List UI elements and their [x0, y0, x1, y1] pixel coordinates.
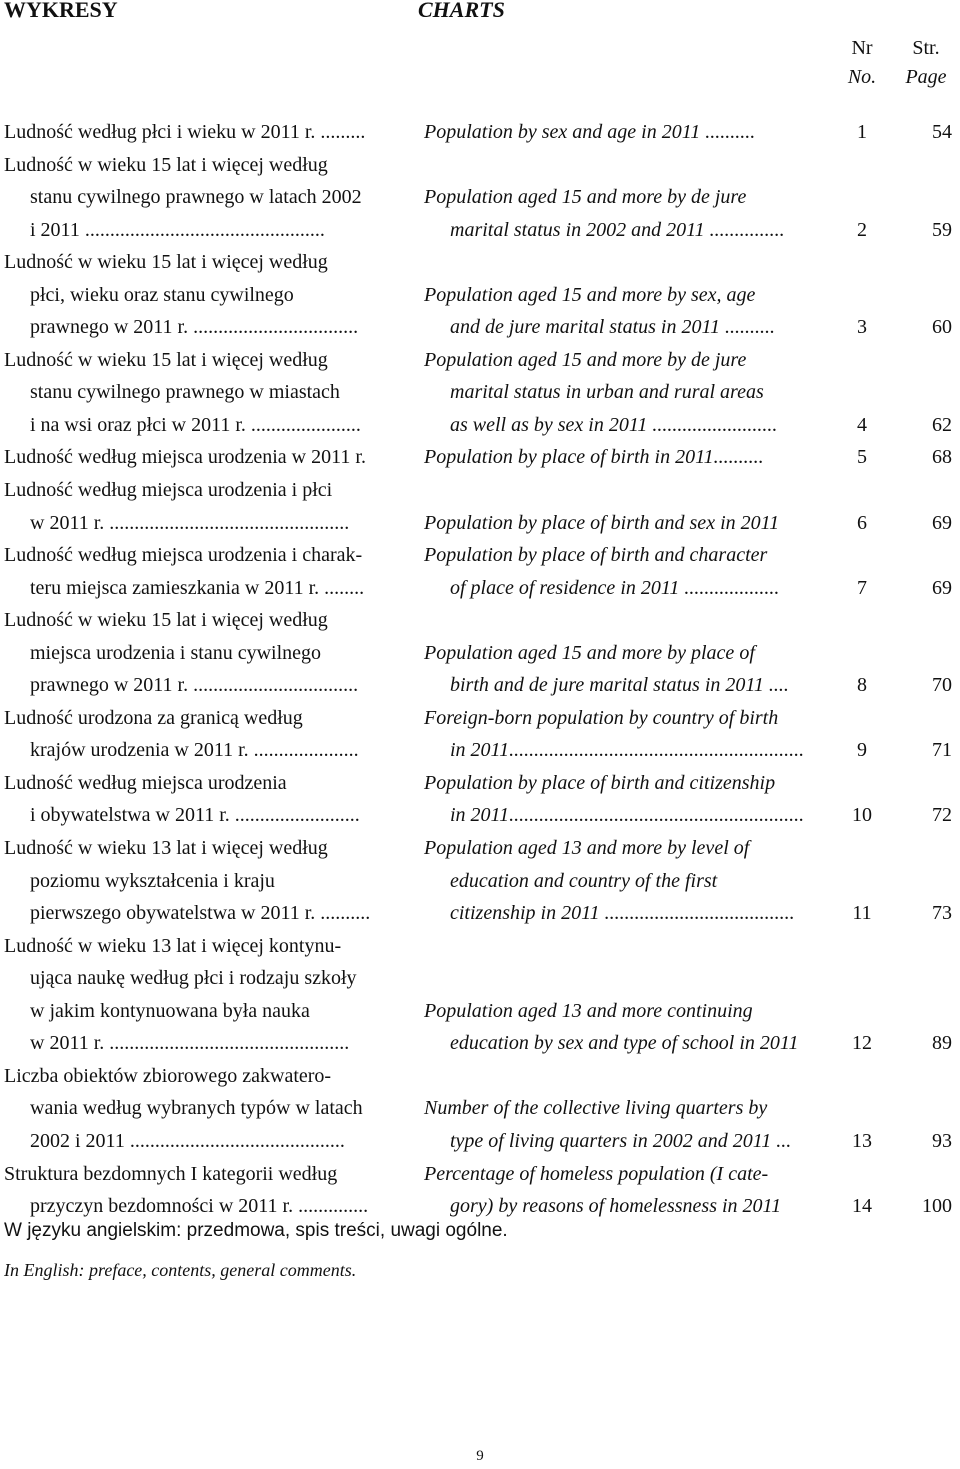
entry-title-pl: 2002 i 2011 ...........................................	[30, 1129, 345, 1152]
chart-entry[interactable]	[0, 930, 960, 1060]
entry-title-pl: teru miejsca zamieszkania w 2011 r. ........	[30, 576, 365, 599]
entry-title-en: education by sex and type of school in 2011	[450, 1032, 799, 1055]
entry-title-en: citizenship in 2011 ......................................	[450, 902, 795, 925]
entry-title-en: in 2011...........................................................	[450, 739, 805, 762]
entry-number: 3	[857, 316, 867, 339]
entry-title-pl: Ludność w wieku 15 lat i więcej według	[4, 251, 328, 274]
entry-title-en: marital status in urban and rural areas	[450, 381, 764, 404]
entry-title-en: Population aged 13 and more continuing	[424, 999, 753, 1022]
entry-title-en: Population aged 15 and more by place of	[424, 641, 755, 664]
entry-title-pl: płci, wieku oraz stanu cywilnego	[30, 283, 294, 306]
entry-title-en: Percentage of homeless population (I cate-	[424, 1162, 769, 1185]
entry-title-pl: i 2011 ................................................	[30, 218, 325, 241]
entry-page[interactable]: 59	[932, 218, 952, 241]
entry-title-en: Population by sex and age in 2011 ..........	[424, 121, 756, 143]
entry-number: 1	[857, 121, 867, 143]
entry-title-pl: Ludność według miejsca urodzenia i charak-	[4, 544, 363, 567]
entry-line	[0, 474, 960, 507]
charts-list	[0, 116, 960, 1223]
entry-title-pl: ująca naukę według płci i rodzaju szkoły	[30, 967, 357, 990]
entry-line	[0, 409, 960, 442]
entry-line	[0, 344, 960, 377]
entry-number: 5	[857, 446, 867, 469]
entry-page[interactable]: 69	[932, 511, 952, 534]
entry-title-pl: Ludność według płci i wieku w 2011 r. .........	[4, 121, 366, 143]
entry-line	[0, 116, 960, 149]
entry-title-en: Population by place of birth in 2011..........	[424, 446, 764, 469]
entry-line	[0, 1060, 960, 1093]
entry-line	[0, 149, 960, 182]
entry-line	[0, 539, 960, 572]
entry-line	[0, 669, 960, 702]
entry-line	[0, 1190, 960, 1223]
entry-title-pl: i na wsi oraz płci w 2011 r. ......................	[30, 413, 361, 436]
entry-line	[0, 767, 960, 800]
entry-number: 6	[857, 511, 867, 534]
page-number: 9	[476, 1448, 484, 1464]
entry-title-en: Population by place of birth and citizenship	[424, 771, 776, 794]
entry-title-en: Population aged 15 and more by de jure	[424, 186, 747, 209]
entry-number: 11	[852, 902, 872, 925]
entry-number: 8	[857, 674, 867, 697]
section-title-en: CHARTS	[418, 0, 505, 22]
entry-title-pl: prawnego w 2011 r. .................................	[30, 316, 359, 339]
entry-line	[0, 507, 960, 540]
entry-title-pl: w 2011 r. ................................................	[30, 511, 350, 534]
entry-line	[0, 441, 960, 474]
entry-number: 10	[852, 804, 872, 827]
entry-title-pl: Ludność według miejsca urodzenia w 2011 r.	[4, 446, 366, 469]
entry-title-en: of place of residence in 2011 ...................	[450, 576, 780, 599]
footer-note-en: In English: preface, contents, general comments.	[4, 1260, 357, 1280]
entry-number: 9	[857, 739, 867, 762]
entry-page[interactable]: 100	[922, 1195, 952, 1218]
entry-line	[0, 1158, 960, 1191]
chart-entry[interactable]	[0, 1060, 960, 1158]
entry-title-en: gory) by reasons of homelessness in 2011	[450, 1195, 782, 1218]
entry-number: 2	[857, 218, 867, 241]
entry-line	[0, 311, 960, 344]
entry-number: 12	[852, 1032, 872, 1055]
entry-title-pl: Ludność według miejsca urodzenia	[4, 771, 287, 794]
entry-line	[0, 962, 960, 995]
column-header-nr: Nr	[851, 37, 873, 59]
entry-line	[0, 1125, 960, 1158]
column-header-page: Page	[905, 66, 947, 88]
chart-entry[interactable]	[0, 767, 960, 832]
chart-entry[interactable]	[0, 149, 960, 247]
entry-line	[0, 702, 960, 735]
entry-title-pl: Ludność w wieku 15 lat i więcej według	[4, 609, 328, 632]
entry-line	[0, 246, 960, 279]
entry-title-pl: i obywatelstwa w 2011 r. .........................	[30, 804, 360, 827]
entry-title-en: type of living quarters in 2002 and 2011 ...	[450, 1129, 792, 1152]
entry-line	[0, 279, 960, 312]
entry-title-pl: przyczyn bezdomności w 2011 r. ..............	[30, 1195, 369, 1218]
column-header-str: Str.	[912, 37, 940, 59]
entry-page[interactable]: 60	[932, 316, 952, 339]
entry-title-en: as well as by sex in 2011 .........................	[450, 413, 778, 436]
entry-line	[0, 799, 960, 832]
entry-title-pl: Ludność urodzona za granicą według	[4, 706, 303, 729]
entry-number: 13	[852, 1129, 872, 1152]
entry-line	[0, 865, 960, 898]
footer-note-pl: W języku angielskim: przedmowa, spis treści, uwagi ogólne.	[4, 1220, 508, 1241]
entry-line	[0, 637, 960, 670]
entry-title-pl: krajów urodzenia w 2011 r. .....................	[30, 739, 359, 762]
entry-title-pl: w 2011 r. ................................................	[30, 1032, 350, 1055]
entry-page[interactable]: 93	[932, 1129, 952, 1152]
entry-line	[0, 604, 960, 637]
entry-title-pl: Struktura bezdomnych I kategorii według	[4, 1162, 338, 1185]
chart-entry[interactable]	[0, 116, 960, 149]
entry-page[interactable]: 54	[932, 121, 952, 143]
entry-title-en: and de jure marital status in 2011 ..........	[450, 316, 775, 339]
entry-page[interactable]: 73	[932, 902, 952, 925]
entry-page[interactable]: 89	[932, 1032, 952, 1055]
chart-entry[interactable]	[0, 604, 960, 702]
entry-title-en: Foreign-born population by country of birth	[424, 706, 779, 729]
entry-line	[0, 572, 960, 605]
entry-title-pl: Liczba obiektów zbiorowego zakwatero-	[4, 1064, 332, 1087]
chart-entry[interactable]	[0, 246, 960, 344]
entry-page[interactable]: 71	[932, 739, 952, 762]
entry-title-pl: poziomu wykształcenia i kraju	[30, 869, 275, 892]
entry-line	[0, 181, 960, 214]
entry-title-pl: prawnego w 2011 r. .................................	[30, 674, 359, 697]
entry-title-pl: stanu cywilnego prawnego w miastach	[30, 381, 340, 404]
section-title-pl: WYKRESY	[4, 0, 118, 22]
entry-title-pl: wania według wybranych typów w latach	[30, 1097, 363, 1120]
entry-page[interactable]: 62	[932, 413, 952, 436]
entry-title-pl: Ludność w wieku 15 lat i więcej według	[4, 348, 328, 371]
entry-title-en: Population aged 13 and more by level of	[424, 837, 750, 860]
entry-line	[0, 930, 960, 963]
entry-number: 7	[857, 576, 867, 599]
entry-title-pl: miejsca urodzenia i stanu cywilnego	[30, 641, 322, 664]
entry-title-en: marital status in 2002 and 2011 ...............	[450, 218, 785, 241]
chart-entry[interactable]	[0, 344, 960, 442]
entry-title-pl: Ludność w wieku 15 lat i więcej według	[4, 153, 328, 176]
entry-line	[0, 1027, 960, 1060]
entry-title-en: in 2011...........................................................	[450, 804, 805, 827]
entry-line	[0, 832, 960, 865]
chart-entry[interactable]	[0, 539, 960, 604]
entry-page[interactable]: 72	[932, 804, 952, 827]
chart-entry[interactable]	[0, 1158, 960, 1223]
entry-number: 4	[857, 413, 867, 436]
entry-title-pl: w jakim kontynuowana była nauka	[30, 999, 310, 1022]
entry-title-en: Population aged 15 and more by de jure	[424, 348, 747, 371]
entry-title-en: Population by place of birth and sex in 2011	[424, 511, 780, 534]
entry-line	[0, 734, 960, 767]
entry-line	[0, 1092, 960, 1125]
entry-title-en: Population by place of birth and character	[424, 544, 768, 567]
entry-title-pl: Ludność według miejsca urodzenia i płci	[4, 479, 333, 502]
entry-title-pl: Ludność w wieku 13 lat i więcej kontynu-	[4, 934, 342, 957]
entry-title-en: birth and de jure marital status in 2011 ....	[450, 674, 789, 697]
entry-title-en: education and country of the first	[450, 869, 718, 892]
entry-page[interactable]: 70	[932, 674, 952, 697]
chart-entry[interactable]	[0, 441, 960, 474]
entry-page[interactable]: 68	[932, 446, 952, 469]
entry-line	[0, 995, 960, 1028]
chart-entry[interactable]	[0, 702, 960, 767]
entry-title-en: Number of the collective living quarters by	[424, 1097, 768, 1120]
entry-title-pl: Ludność w wieku 13 lat i więcej według	[4, 837, 328, 860]
column-header-no: No.	[847, 66, 877, 88]
entry-line	[0, 376, 960, 409]
entry-page[interactable]: 69	[932, 576, 952, 599]
entry-title-pl: pierwszego obywatelstwa w 2011 r. ..........	[30, 902, 371, 925]
entry-line	[0, 214, 960, 247]
entry-number: 14	[852, 1195, 872, 1218]
entry-line	[0, 897, 960, 930]
entry-title-en: Population aged 15 and more by sex, age	[424, 283, 756, 306]
chart-entry[interactable]	[0, 474, 960, 539]
chart-entry[interactable]	[0, 832, 960, 930]
entry-title-pl: stanu cywilnego prawnego w latach 2002	[30, 186, 362, 209]
